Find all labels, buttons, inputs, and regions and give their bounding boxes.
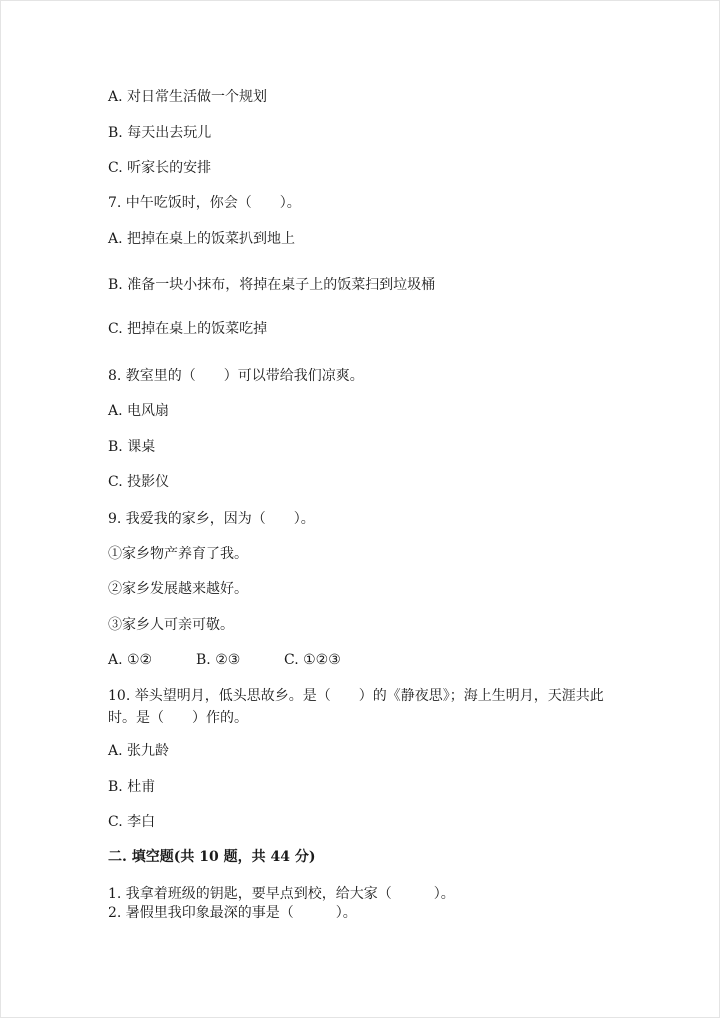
fill-question-1: 1. 我拿着班级的钥匙，要早点到校，给大家（ ）。 [108, 886, 455, 902]
q8-stem: 8. 教室里的（ ）可以带给我们凉爽。 [108, 368, 364, 384]
section-title-fill-in: 二. 填空题(共 10 题，共 44 分) [108, 849, 316, 865]
q9-statement-1: ①家乡物产养育了我。 [108, 546, 248, 562]
q10-stem: 10. 举头望明月，低头思故乡。是（ ）的《静夜思》；海上生明月，天涯共此时。是（ ）作的。 [108, 688, 604, 726]
q9-option-a: A. ①② [108, 652, 153, 668]
q7-option-a: A. 把掉在桌上的饭菜扒到地上 [108, 231, 296, 247]
q6-option-b: B. 每天出去玩儿 [108, 125, 212, 141]
q8-option-a: A. 电风扇 [108, 403, 170, 419]
q6-option-a: A. 对日常生活做一个规划 [108, 89, 268, 105]
q10-option-a: A. 张九龄 [108, 743, 170, 759]
q7-option-c: C. 把掉在桌上的饭菜吃掉 [108, 321, 268, 337]
q6-option-c: C. 听家长的安排 [108, 160, 212, 176]
q9-stem: 9. 我爱我的家乡，因为（ ）。 [108, 511, 315, 527]
q10-option-b: B. 杜甫 [108, 779, 156, 795]
q8-option-c: C. 投影仪 [108, 474, 170, 490]
q7-stem: 7. 中午吃饭时，你会（ ）。 [108, 195, 301, 211]
fill-question-2: 2. 暑假里我印象最深的事是（ ）。 [108, 905, 357, 921]
q10-option-c: C. 李白 [108, 814, 156, 830]
q9-options-row [108, 651, 341, 669]
q7-option-b: B. 准备一块小抹布，将掉在桌子上的饭菜扫到垃圾桶 [108, 277, 436, 293]
q9-option-b: B. ②③ [196, 652, 241, 668]
q9-statement-3: ③家乡人可亲可敬。 [108, 617, 234, 633]
q9-option-c: C. ①②③ [284, 652, 341, 668]
q9-statement-2: ②家乡发展越来越好。 [108, 581, 248, 597]
q8-option-b: B. 课桌 [108, 439, 156, 455]
